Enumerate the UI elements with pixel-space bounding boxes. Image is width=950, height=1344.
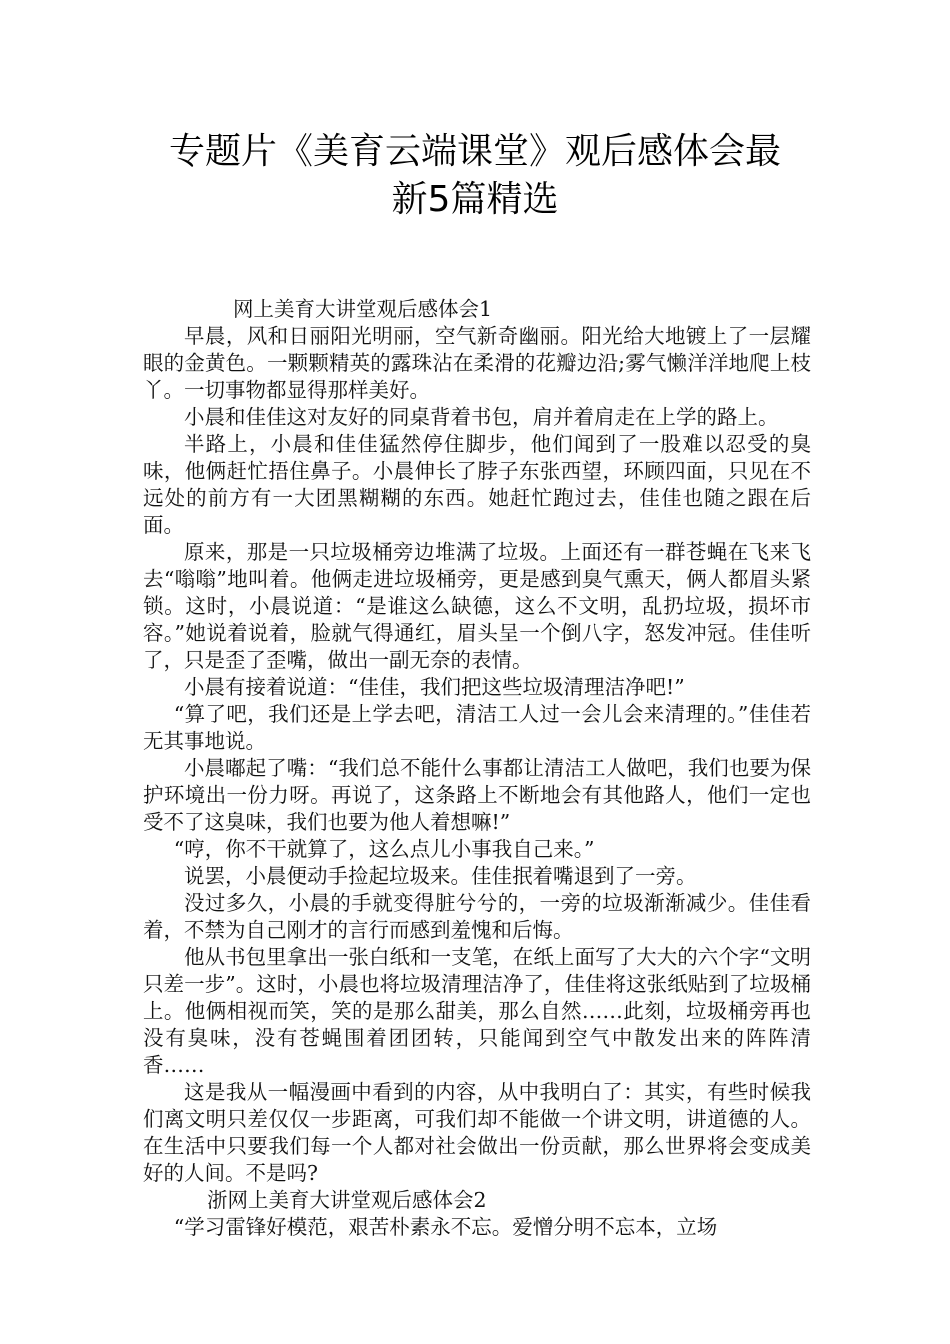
document-title: 专题片《美育云端课堂》观后感体会最 新5篇精选 xyxy=(168,131,781,220)
paragraph: 原来，那是一只垃圾桶旁边堆满了垃圾。上面还有一群苍蝇在飞来飞去“嗡嗡”地叫着。他俩走进垃圾桶旁，更是感到臭气熏天，俩人都眉头紧锁。这时，小晨说道：“是谁这么缺德，这么不文明，乱扔垃圾，损坏市容。”她说着说着，脸就气得通红，眉头呈一个倒八字，怒发冲冠。佳佳听了，只是歪了歪嘴，做出一副无奈的表情。 xyxy=(143,540,811,672)
paragraph: 早晨，风和日丽阳光明丽，空气新奇幽丽。阳光给大地镀上了一层耀眼的金黄色。一颗颗精英的露珠沾在柔滑的花瓣边沿;雾气懒洋洋地爬上枝丫。一切事物都显得那样美好。 xyxy=(143,324,811,402)
paragraph: “哼，你不干就算了，这么点儿小事我自己来。” xyxy=(173,837,595,861)
paragraph: 小晨嘟起了嘴：“我们总不能什么事都让清洁工人做吧，我们也要为保护环境出一份力呀。再说了，这条路上不断地会有其他路人，他们一定也受不了这臭味，我们也要为他人着想嘛!” xyxy=(143,756,811,834)
paragraph: “算了吧，我们还是上学去吧，清洁工人过一会儿会来清理的。”佳佳若无其事地说。 xyxy=(143,702,811,753)
paragraph: 半路上，小晨和佳佳猛然停住脚步，他们闻到了一股难以忍受的臭味，他俩赶忙捂住鼻子。小晨伸长了脖子东张西望，环顾四面，只见在不远处的前方有一大团黑糊糊的东西。她赶忙跑过去，佳佳也随之跟在后面。 xyxy=(143,432,811,537)
document-body xyxy=(143,296,811,1241)
section-heading: 网上美育大讲堂观后感体会1 xyxy=(233,297,493,321)
paragraph: 这是我从一幅漫画中看到的内容，从中我明白了：其实，有些时候我们离文明只差仅仅一步距离，可我们却不能做一个讲文明，讲道德的人。在生活中只要我们每一个人都对社会做出一份贡献，那么世界将会变成美好的人间。不是吗? xyxy=(143,1080,811,1185)
paragraph: 没过多久，小晨的手就变得脏兮兮的，一旁的垃圾渐渐减少。佳佳看着，不禁为自己刚才的言行而感到羞愧和后悔。 xyxy=(143,891,811,942)
section-heading: 浙网上美育大讲堂观后感体会2 xyxy=(207,1188,487,1212)
paragraph: 小晨和佳佳这对友好的同桌背着书包，肩并着肩走在上学的路上。 xyxy=(184,405,779,429)
paragraph: 说罢，小晨便动手捡起垃圾来。佳佳抿着嘴退到了一旁。 xyxy=(184,864,697,888)
paragraph: 小晨有接着说道：“佳佳，我们把这些垃圾清理洁净吧!” xyxy=(184,675,685,699)
paragraph: “学习雷锋好模范，艰苦朴素永不忘。爱憎分明不忘本，立场 xyxy=(173,1215,718,1239)
paragraph: 他从书包里拿出一张白纸和一支笔，在纸上面写了大大的六个字“文明只差一步”。这时，小晨也将垃圾清理洁净了，佳佳将这张纸贴到了垃圾桶上。他俩相视而笑，笑的是那么甜美，那么自然……此刻，垃圾桶旁再也没有臭味，没有苍蝇围着团团转，只能闻到空气中散发出来的阵阵清香…… xyxy=(143,945,811,1077)
